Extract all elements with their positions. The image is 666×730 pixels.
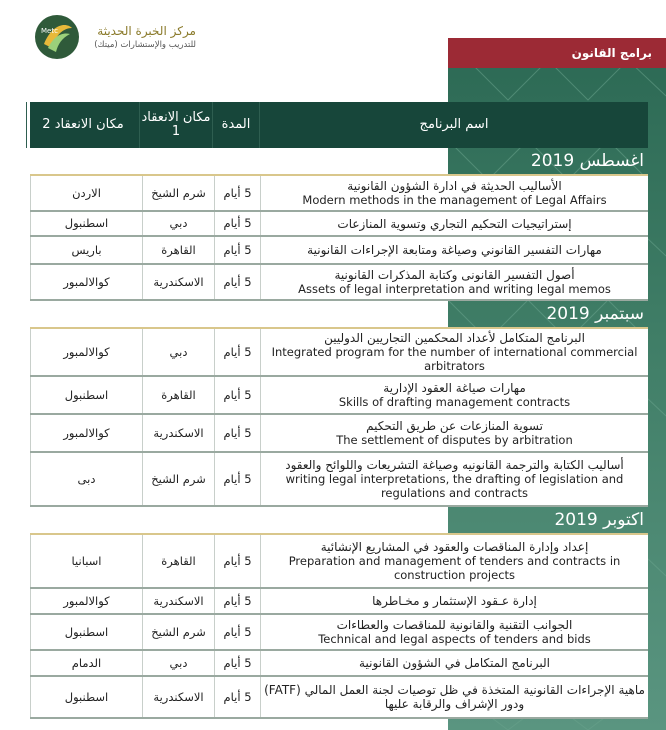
column-header-program-name: اسم البرنامج [259, 102, 648, 148]
program-name-cell [260, 453, 648, 505]
venue-2-cell: دبى [30, 453, 142, 505]
table-row [30, 237, 648, 265]
table-header [30, 102, 648, 148]
venue-2-cell: كوالالمبور [30, 265, 142, 299]
table-row [30, 535, 648, 589]
venue-1-cell: دبي [142, 651, 214, 675]
table-row [30, 176, 648, 212]
table-row [30, 651, 648, 677]
venue-2-cell: اسطنبول [30, 615, 142, 649]
svg-text:Metc: Metc [41, 27, 58, 35]
program-name-english: Preparation and management of tenders and contracts in construction projects [288, 554, 621, 582]
program-name-cell [260, 615, 648, 649]
venue-2-cell: باريس [30, 237, 142, 263]
venue-1-cell: دبي [142, 212, 214, 235]
program-name-arabic: إعداد وإدارة المناقصات والعقود في المشاريع الإنشائية [320, 540, 589, 554]
programs-table [30, 102, 648, 719]
venue-2-cell: الاردن [30, 176, 142, 210]
venue-1-cell: الاسكندرية [142, 265, 214, 299]
program-name-arabic: البرنامج المتكامل في الشؤون القانونية [359, 656, 550, 670]
venue-1-cell: دبي [142, 329, 214, 375]
program-name-arabic: الأساليب الحديثة في ادارة الشؤون القانونية [347, 179, 562, 193]
table-row [30, 589, 648, 615]
venue-1-cell: القاهرة [142, 377, 214, 413]
column-header-venue-1: مكان الانعقاد 1 [139, 102, 212, 148]
program-name-arabic: أساليب الكتابة والترجمة القانونيه وصياغة التشريعات واللوائح والعقود [285, 458, 624, 472]
program-name-cell [260, 265, 648, 299]
organization-name: مركز الخبرة الحديثة [97, 24, 196, 38]
duration-cell: 5 أيام [214, 212, 260, 235]
program-name-arabic: إستراتيجيات التحكيم التجاري وتسوية المنازعات [337, 216, 572, 231]
table-row [30, 615, 648, 651]
program-name-arabic: مهارات صياغة العقود الإدارية [383, 381, 526, 395]
venue-1-cell: شرم الشيخ [142, 615, 214, 649]
program-name-arabic: تسوية المنازعات عن طريق التحكيم [366, 419, 543, 433]
program-name-arabic: ماهية الإجراءات القانونية المتخذة في ظل توصيات لجنة العمل المالي (FATF) ودور الإشراف والرقابة عليها [264, 683, 645, 711]
duration-cell: 5 أيام [214, 265, 260, 299]
table-row [30, 377, 648, 415]
table-row [30, 212, 648, 237]
duration-cell: 5 أيام [214, 651, 260, 675]
venue-2-cell: اسبانيا [30, 535, 142, 587]
section-banner [448, 38, 666, 68]
month-heading: اكتوبر 2019 [30, 507, 648, 535]
duration-cell: 5 أيام [214, 453, 260, 505]
program-name-cell [260, 589, 648, 613]
duration-cell: 5 أيام [214, 535, 260, 587]
program-name-cell [260, 176, 648, 210]
program-name-english: Integrated program for the number of international commercial arbitrators [271, 345, 638, 373]
venue-1-cell: شرم الشيخ [142, 176, 214, 210]
program-name-cell [260, 212, 648, 235]
program-name-english: Technical and legal aspects of tenders and bids [318, 632, 591, 646]
program-name-english: Assets of legal interpretation and writing legal memos [298, 282, 611, 296]
program-name-arabic: مهارات التفسير القانوني وصياغة ومتابعة الإجراءات القانونية [307, 243, 602, 257]
program-name-arabic: البرنامج المتكامل لأعداد المحكمين التجاريين الدوليين [324, 331, 585, 345]
duration-cell: 5 أيام [214, 176, 260, 210]
venue-2-cell: كوالالمبور [30, 329, 142, 375]
program-name-arabic: أصول التفسير القانونى وكتابة المذكرات القانونية [334, 268, 575, 282]
venue-2-cell: اسطنبول [30, 212, 142, 235]
duration-cell: 5 أيام [214, 329, 260, 375]
table-row [30, 329, 648, 377]
duration-cell: 5 أيام [214, 415, 260, 451]
venue-2-cell: اسطنبول [30, 377, 142, 413]
venue-1-cell: شرم الشيخ [142, 453, 214, 505]
program-name-arabic: الجوانب التقنية والقانونية للمناقصات والعطاءات [336, 618, 573, 632]
venue-2-cell: كوالالمبور [30, 589, 142, 613]
table-row [30, 453, 648, 507]
venue-2-cell: اسطنبول [30, 677, 142, 717]
duration-cell: 5 أيام [214, 237, 260, 263]
duration-cell: 5 أيام [214, 677, 260, 717]
program-name-arabic: إدارة عـقود الإستثمار و مخـاطرها [372, 594, 537, 608]
program-name-english: The settlement of disputes by arbitration [336, 433, 573, 447]
program-name-cell [260, 415, 648, 451]
month-heading: اغسطس 2019 [30, 148, 648, 176]
column-header-duration: المدة [212, 102, 259, 148]
venue-1-cell: الاسكندرية [142, 415, 214, 451]
program-name-english: Modern methods in the management of Legal Affairs [302, 193, 607, 207]
banner-title: برامج القانون [571, 46, 652, 60]
metc-logo [34, 14, 80, 60]
month-heading: سبتمبر 2019 [30, 301, 648, 329]
program-name-cell [260, 535, 648, 587]
table-row [30, 265, 648, 301]
program-name-cell [260, 677, 648, 717]
venue-1-cell: الاسكندرية [142, 677, 214, 717]
program-name-cell [260, 237, 648, 263]
venue-2-cell: الدمام [30, 651, 142, 675]
venue-1-cell: الاسكندرية [142, 589, 214, 613]
venue-1-cell: القاهرة [142, 535, 214, 587]
table-row [30, 415, 648, 453]
table-body [30, 148, 648, 719]
program-name-cell [260, 651, 648, 675]
venue-2-cell: كوالالمبور [30, 415, 142, 451]
program-name-cell [260, 329, 648, 375]
column-header-venue-2: مكان الانعقاد 2 [26, 102, 139, 148]
program-name-english: Skills of drafting management contracts [338, 395, 571, 409]
program-name-english: writing legal interpretations, the drafting of legislation and regulations and contracts [285, 472, 624, 500]
organization-subtitle: للتدريب والإستشارات (ميتك) [94, 40, 196, 50]
table-row [30, 677, 648, 719]
program-name-cell [260, 377, 648, 413]
duration-cell: 5 أيام [214, 615, 260, 649]
duration-cell: 5 أيام [214, 589, 260, 613]
venue-1-cell: القاهرة [142, 237, 214, 263]
duration-cell: 5 أيام [214, 377, 260, 413]
